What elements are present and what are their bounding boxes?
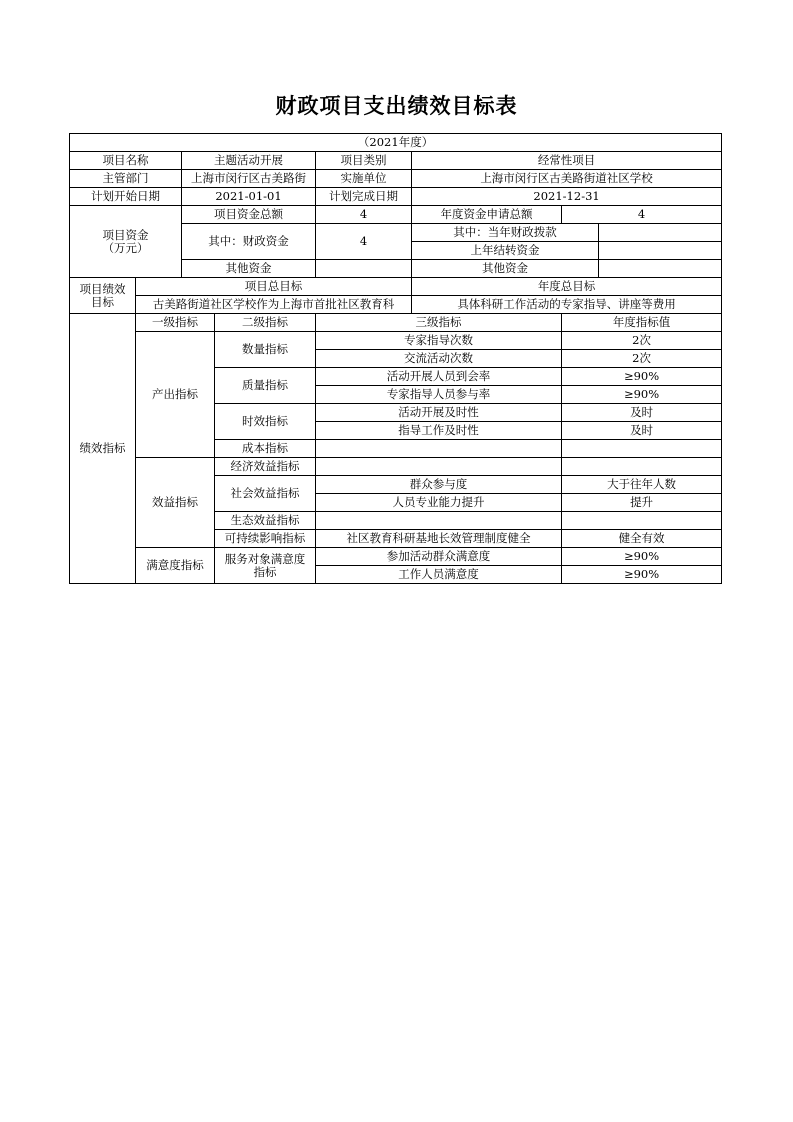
indicator-name: 专家指导人员参与率 <box>316 386 562 404</box>
indicator-value: ≥90% <box>562 368 722 386</box>
funds-label-line2: （万元） <box>102 240 149 255</box>
indicator-value: 2次 <box>562 350 722 368</box>
fiscal-funds-label: 其中：财政资金 <box>182 224 316 260</box>
indicator-value: 2次 <box>562 332 722 350</box>
level2-header: 二级指标 <box>215 314 316 332</box>
other-funds <box>316 260 412 278</box>
service-satisfaction-label <box>215 548 316 584</box>
impl-label: 实施单位 <box>316 170 412 188</box>
current-appropriation-label: 其中：当年财政拨款 <box>412 224 599 242</box>
ecological-indicators-label: 生态效益指标 <box>215 512 316 530</box>
indicator-name <box>316 458 562 476</box>
start-date: 2021-01-01 <box>182 188 316 206</box>
funds-label-line1: 项目资金 <box>102 227 149 242</box>
indicator-name: 指导工作及时性 <box>316 422 562 440</box>
indicator-value: 及时 <box>562 422 722 440</box>
indicator-name: 活动开展及时性 <box>316 404 562 422</box>
cost-indicators-label: 成本指标 <box>215 440 316 458</box>
indicator-name <box>316 512 562 530</box>
total-goal-text: 古美路街道社区学校作为上海市首批社区教育科 <box>136 296 412 314</box>
start-label: 计划开始日期 <box>70 188 182 206</box>
total-funds: 4 <box>316 206 412 224</box>
annual-funds-label: 年度资金申请总额 <box>412 206 562 224</box>
economic-indicators-label: 经济效益指标 <box>215 458 316 476</box>
indicator-name <box>316 440 562 458</box>
end-label: 计划完成日期 <box>316 188 412 206</box>
other-funds-2 <box>599 260 722 278</box>
indicator-value <box>562 440 722 458</box>
dept: 上海市闵行区古美路街 <box>182 170 316 188</box>
project-name-label: 项目名称 <box>70 152 182 170</box>
current-appropriation <box>599 224 722 242</box>
indicator-value: 大于往年人数 <box>562 476 722 494</box>
annual-funds: 4 <box>562 206 722 224</box>
carryover-label: 上年结转资金 <box>412 242 599 260</box>
funds-label <box>70 206 182 278</box>
total-goal-label: 项目总目标 <box>136 278 412 296</box>
indicator-value <box>562 458 722 476</box>
indicator-value: 提升 <box>562 494 722 512</box>
social-indicators-label: 社会效益指标 <box>215 476 316 512</box>
goals-label <box>70 278 136 314</box>
project-name: 主题活动开展 <box>182 152 316 170</box>
output-indicators-label: 产出指标 <box>136 332 215 458</box>
indicator-name: 工作人员满意度 <box>316 566 562 584</box>
goals-label-line1: 项目绩效 <box>79 281 126 296</box>
indicator-name: 人员专业能力提升 <box>316 494 562 512</box>
benefit-indicators-label: 效益指标 <box>136 458 215 548</box>
goals-label-line2: 目标 <box>91 294 114 309</box>
indicators-label: 绩效指标 <box>70 314 136 584</box>
service-satisfaction-line2: 指标 <box>253 564 277 579</box>
performance-target-table <box>69 133 722 584</box>
category: 经常性项目 <box>412 152 722 170</box>
indicator-value: ≥90% <box>562 548 722 566</box>
indicator-name: 群众参与度 <box>316 476 562 494</box>
page-title: 财政项目支出绩效目标表 <box>275 94 518 118</box>
category-label: 项目类别 <box>316 152 412 170</box>
indicator-value: ≥90% <box>562 386 722 404</box>
indicator-name: 活动开展人员到会率 <box>316 368 562 386</box>
indicator-name: 社区教育科研基地长效管理制度健全 <box>316 530 562 548</box>
end-date: 2021-12-31 <box>412 188 722 206</box>
indicator-name: 参加活动群众满意度 <box>316 548 562 566</box>
impl: 上海市闵行区古美路街道社区学校 <box>412 170 722 188</box>
level1-header: 一级指标 <box>136 314 215 332</box>
annual-goal-label: 年度总目标 <box>412 278 722 296</box>
indicator-value: ≥90% <box>562 566 722 584</box>
indicator-name: 交流活动次数 <box>316 350 562 368</box>
fiscal-funds: 4 <box>316 224 412 260</box>
annual-value-header: 年度指标值 <box>562 314 722 332</box>
other-funds-label: 其他资金 <box>182 260 316 278</box>
sustainable-indicators-label: 可持续影响指标 <box>215 530 316 548</box>
indicator-name: 专家指导次数 <box>316 332 562 350</box>
indicator-value: 健全有效 <box>562 530 722 548</box>
year-cell: （2021年度） <box>70 134 722 152</box>
satisfaction-indicators-label: 满意度指标 <box>136 548 215 584</box>
quantity-indicators-label: 数量指标 <box>215 332 316 368</box>
timeliness-indicators-label: 时效指标 <box>215 404 316 440</box>
dept-label: 主管部门 <box>70 170 182 188</box>
indicator-value <box>562 512 722 530</box>
service-satisfaction-line1: 服务对象满意度 <box>224 551 306 566</box>
quality-indicators-label: 质量指标 <box>215 368 316 404</box>
total-funds-label: 项目资金总额 <box>182 206 316 224</box>
other-funds-label-2: 其他资金 <box>412 260 599 278</box>
level3-header: 三级指标 <box>316 314 562 332</box>
carryover <box>599 242 722 260</box>
annual-goal-text: 具体科研工作活动的专家指导、讲座等费用 <box>412 296 722 314</box>
indicator-value: 及时 <box>562 404 722 422</box>
